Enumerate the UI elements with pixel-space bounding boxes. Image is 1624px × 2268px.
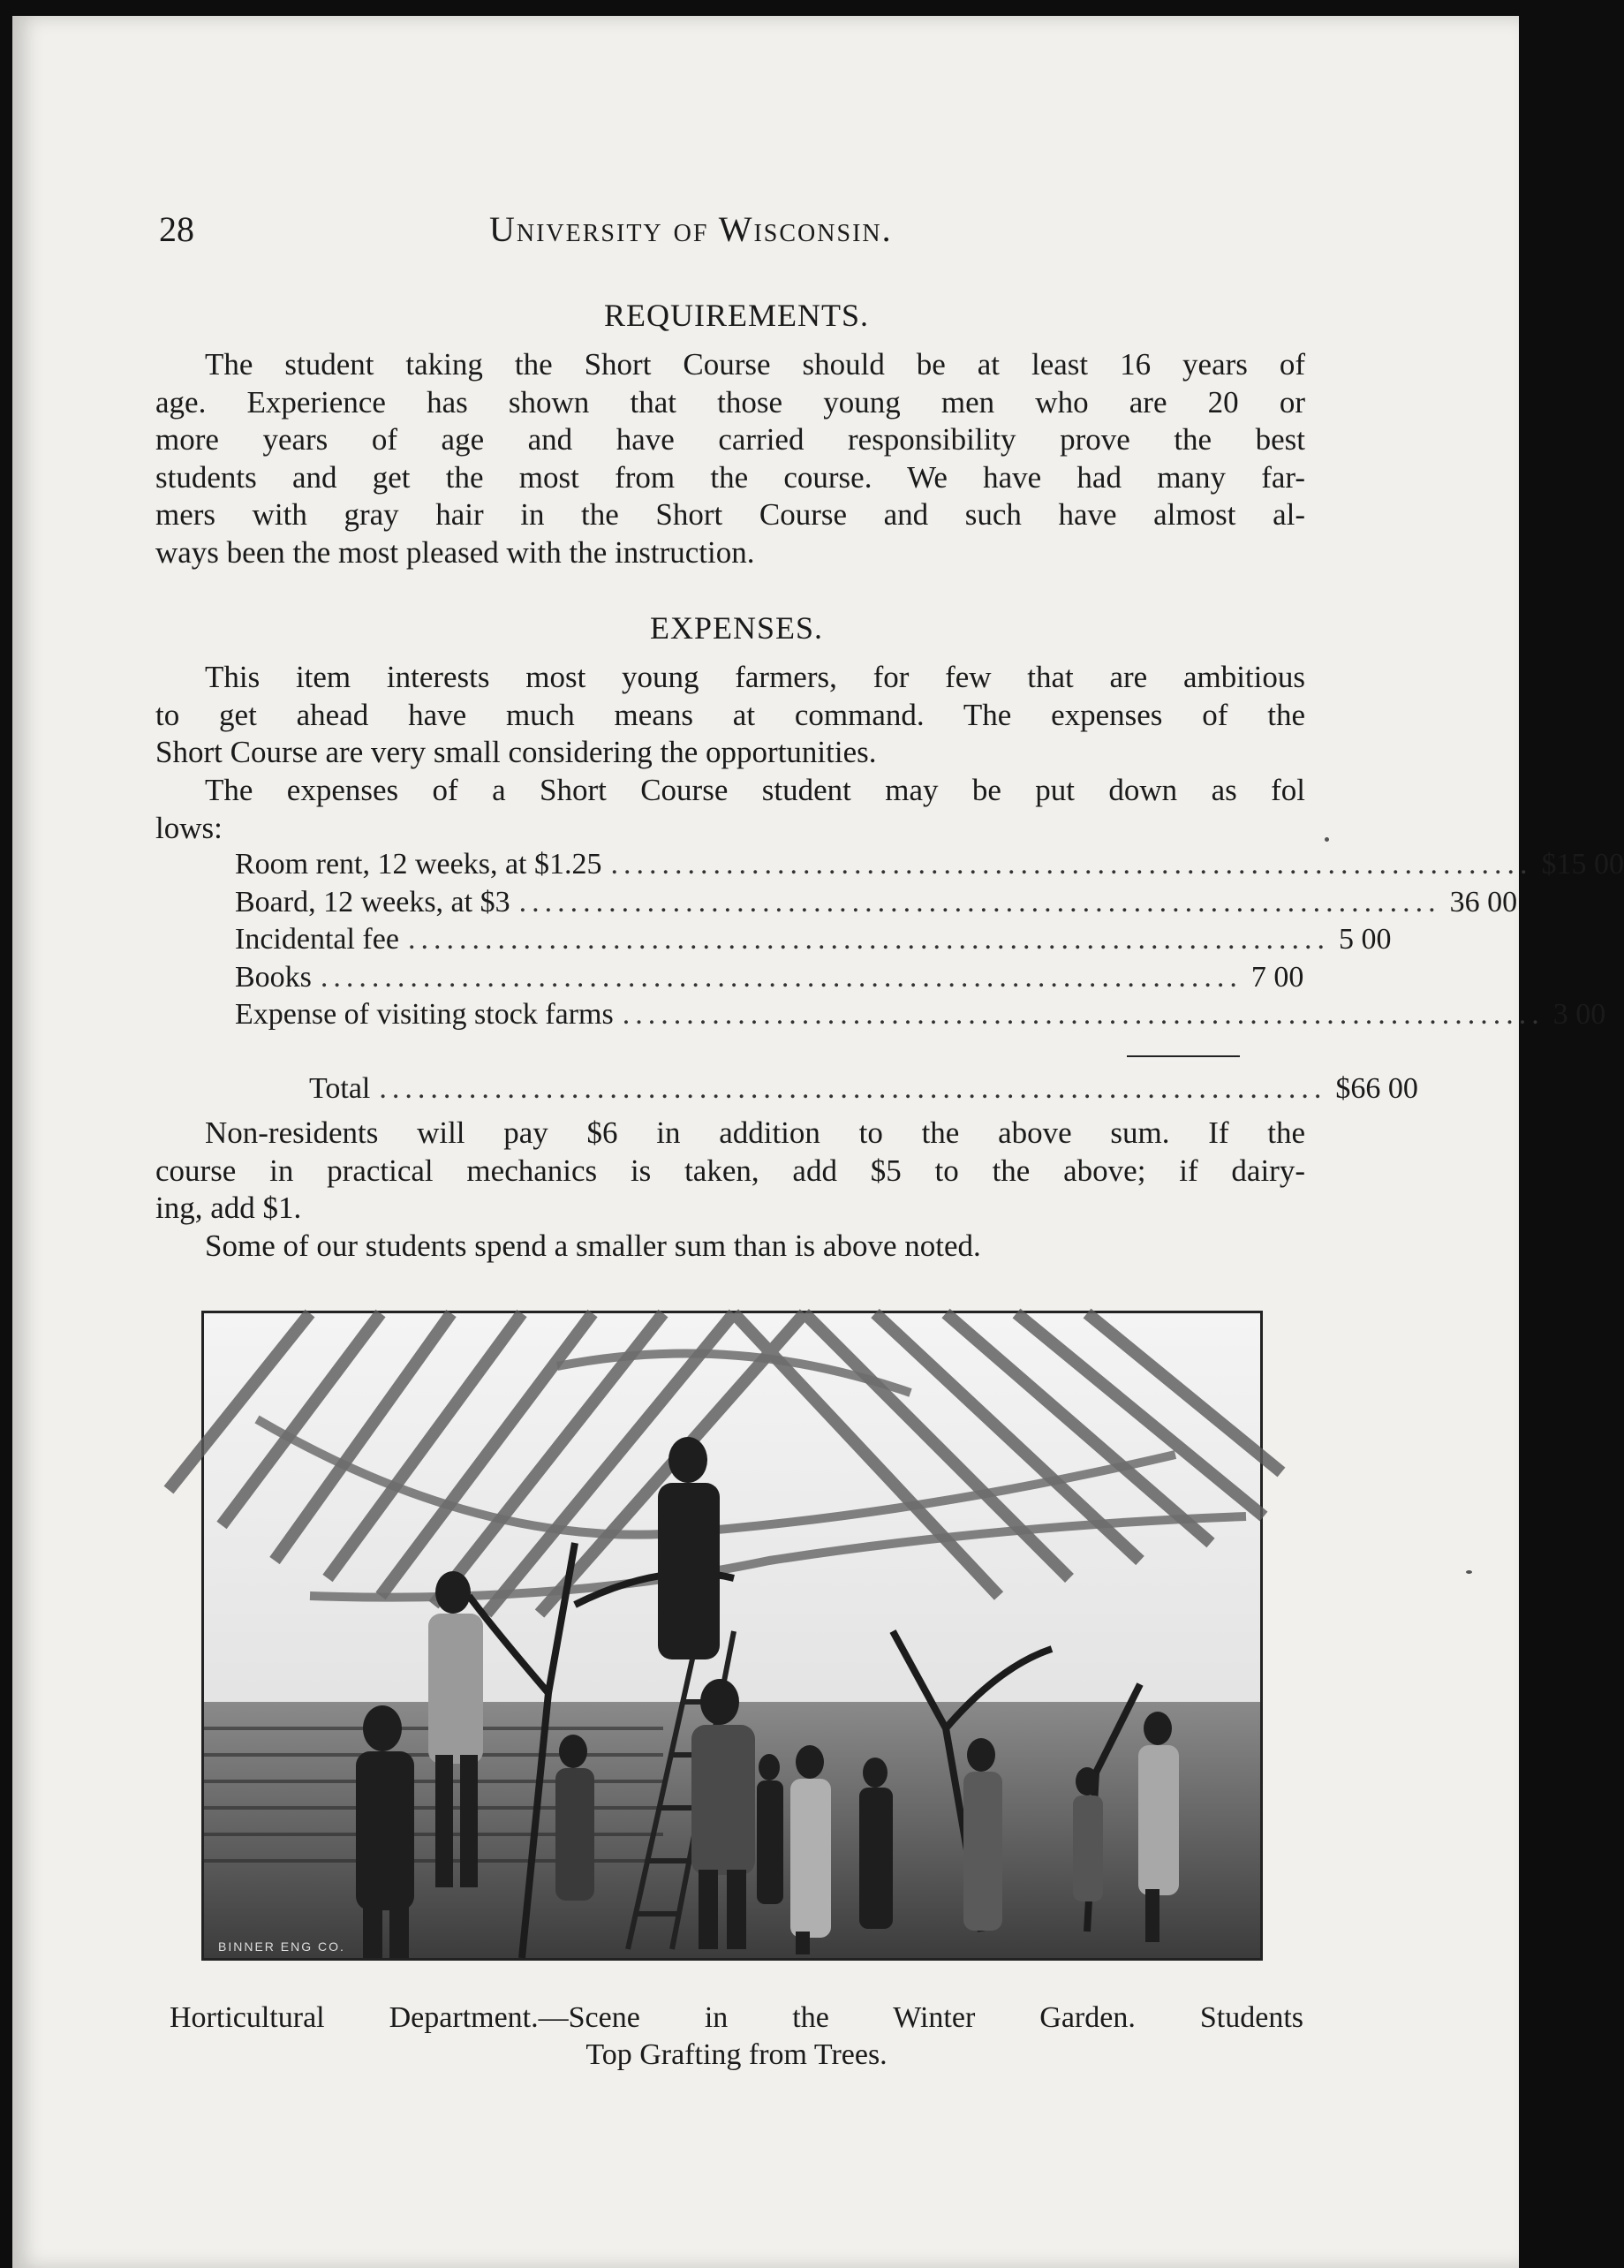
caption-line: Top Grafting from Trees. (585, 2038, 888, 2071)
expenses-heading: EXPENSES. (649, 610, 824, 646)
page-number: 28 (159, 209, 194, 249)
expense-amount: 7 00 (1250, 960, 1304, 994)
requirements-line: students and get the most from the course. We have had many far- (155, 459, 1305, 495)
expenses-lead-line: lows: (155, 810, 223, 845)
expenses-closing-paragraph (155, 1228, 1305, 1266)
expenses-closing-line: Some of our students spend a smaller sum than is above noted. (205, 1228, 981, 1263)
expenses-intro-line: This item interests most young farmers, for few that are ambitious (205, 660, 1305, 694)
running-head: University of Wisconsin. (489, 209, 893, 249)
expense-row (235, 921, 1392, 959)
requirements-line: age. Experience has shown that those young men who are 20 or (155, 384, 1305, 420)
expenses-intro-paragraph (155, 659, 1305, 772)
expense-label: Incidental fee (235, 923, 399, 956)
expense-row (235, 846, 1624, 884)
expenses-note-paragraph (155, 1115, 1305, 1228)
expenses-note-line: course in practical mechanics is taken, add $5 to the above; if dairy- (155, 1153, 1305, 1188)
requirements-paragraph (155, 346, 1305, 571)
expense-label: Books (235, 960, 312, 994)
expense-label: Room rent, 12 weeks, at $1.25 (235, 848, 602, 881)
expenses-intro-line: to get ahead have much means at command. The expenses of the (155, 697, 1305, 732)
requirements-line: mers with gray hair in the Short Course and such have almost al- (155, 497, 1305, 532)
total-rule (1127, 1055, 1240, 1057)
expense-amount: $15 00 (1541, 848, 1624, 881)
expense-amount: 5 00 (1338, 923, 1392, 956)
requirements-line: more years of age and have carried responsibility prove the best (155, 422, 1305, 457)
expense-total-amount: $66 00 (1335, 1072, 1418, 1105)
paper-speck (1466, 1570, 1472, 1574)
expense-row (235, 959, 1304, 997)
dot-leader: ........................................................................ (320, 960, 1243, 994)
expense-amount: 3 00 (1552, 998, 1606, 1031)
expenses-note-line: Non-residents will pay $6 in addition to the above sum. If the (205, 1115, 1305, 1150)
winter-garden-illustration (204, 1313, 1260, 1958)
expenses-intro-line: Short Course are very small considering the opportunities. (155, 735, 877, 769)
book-page (12, 16, 1624, 2268)
dot-leader: ........................................................................ (622, 998, 1545, 1031)
expense-total-label: Total (309, 1072, 371, 1105)
winter-garden-photo (201, 1311, 1263, 1961)
expense-row (235, 996, 1606, 1034)
engraver-mark: BINNER ENG CO. (218, 1939, 345, 1954)
requirements-heading: REQUIREMENTS. (604, 298, 869, 333)
caption-line: Horticultural Department.—Scene in the Winter Garden. Students (170, 2001, 1303, 2034)
requirements-line: The student taking the Short Course should be at least 16 years of (205, 347, 1305, 382)
expenses-lead-paragraph (155, 772, 1305, 847)
requirements-line: ways been the most pleased with the instruction. (155, 534, 755, 570)
expenses-lead-line: The expenses of a Short Course student may be put down as fol (205, 773, 1305, 807)
dot-leader: ........................................................................ (610, 848, 1533, 881)
expense-label: Expense of visiting stock farms (235, 998, 614, 1031)
expenses-note-line: ing, add $1. (155, 1191, 302, 1225)
dot-leader: ........................................................................ (407, 923, 1330, 956)
expense-amount: 36 00 (1449, 885, 1518, 919)
expense-row (235, 884, 1518, 922)
expenses-table (235, 846, 1624, 1034)
photo-caption (170, 2000, 1303, 2074)
expense-label: Board, 12 weeks, at $3 (235, 885, 510, 919)
paper-speck (1325, 837, 1329, 842)
expense-total-row (309, 1072, 1418, 1110)
dot-leader: .......................................................................... (379, 1072, 1327, 1105)
dot-leader: ........................................................................ (518, 885, 1441, 919)
